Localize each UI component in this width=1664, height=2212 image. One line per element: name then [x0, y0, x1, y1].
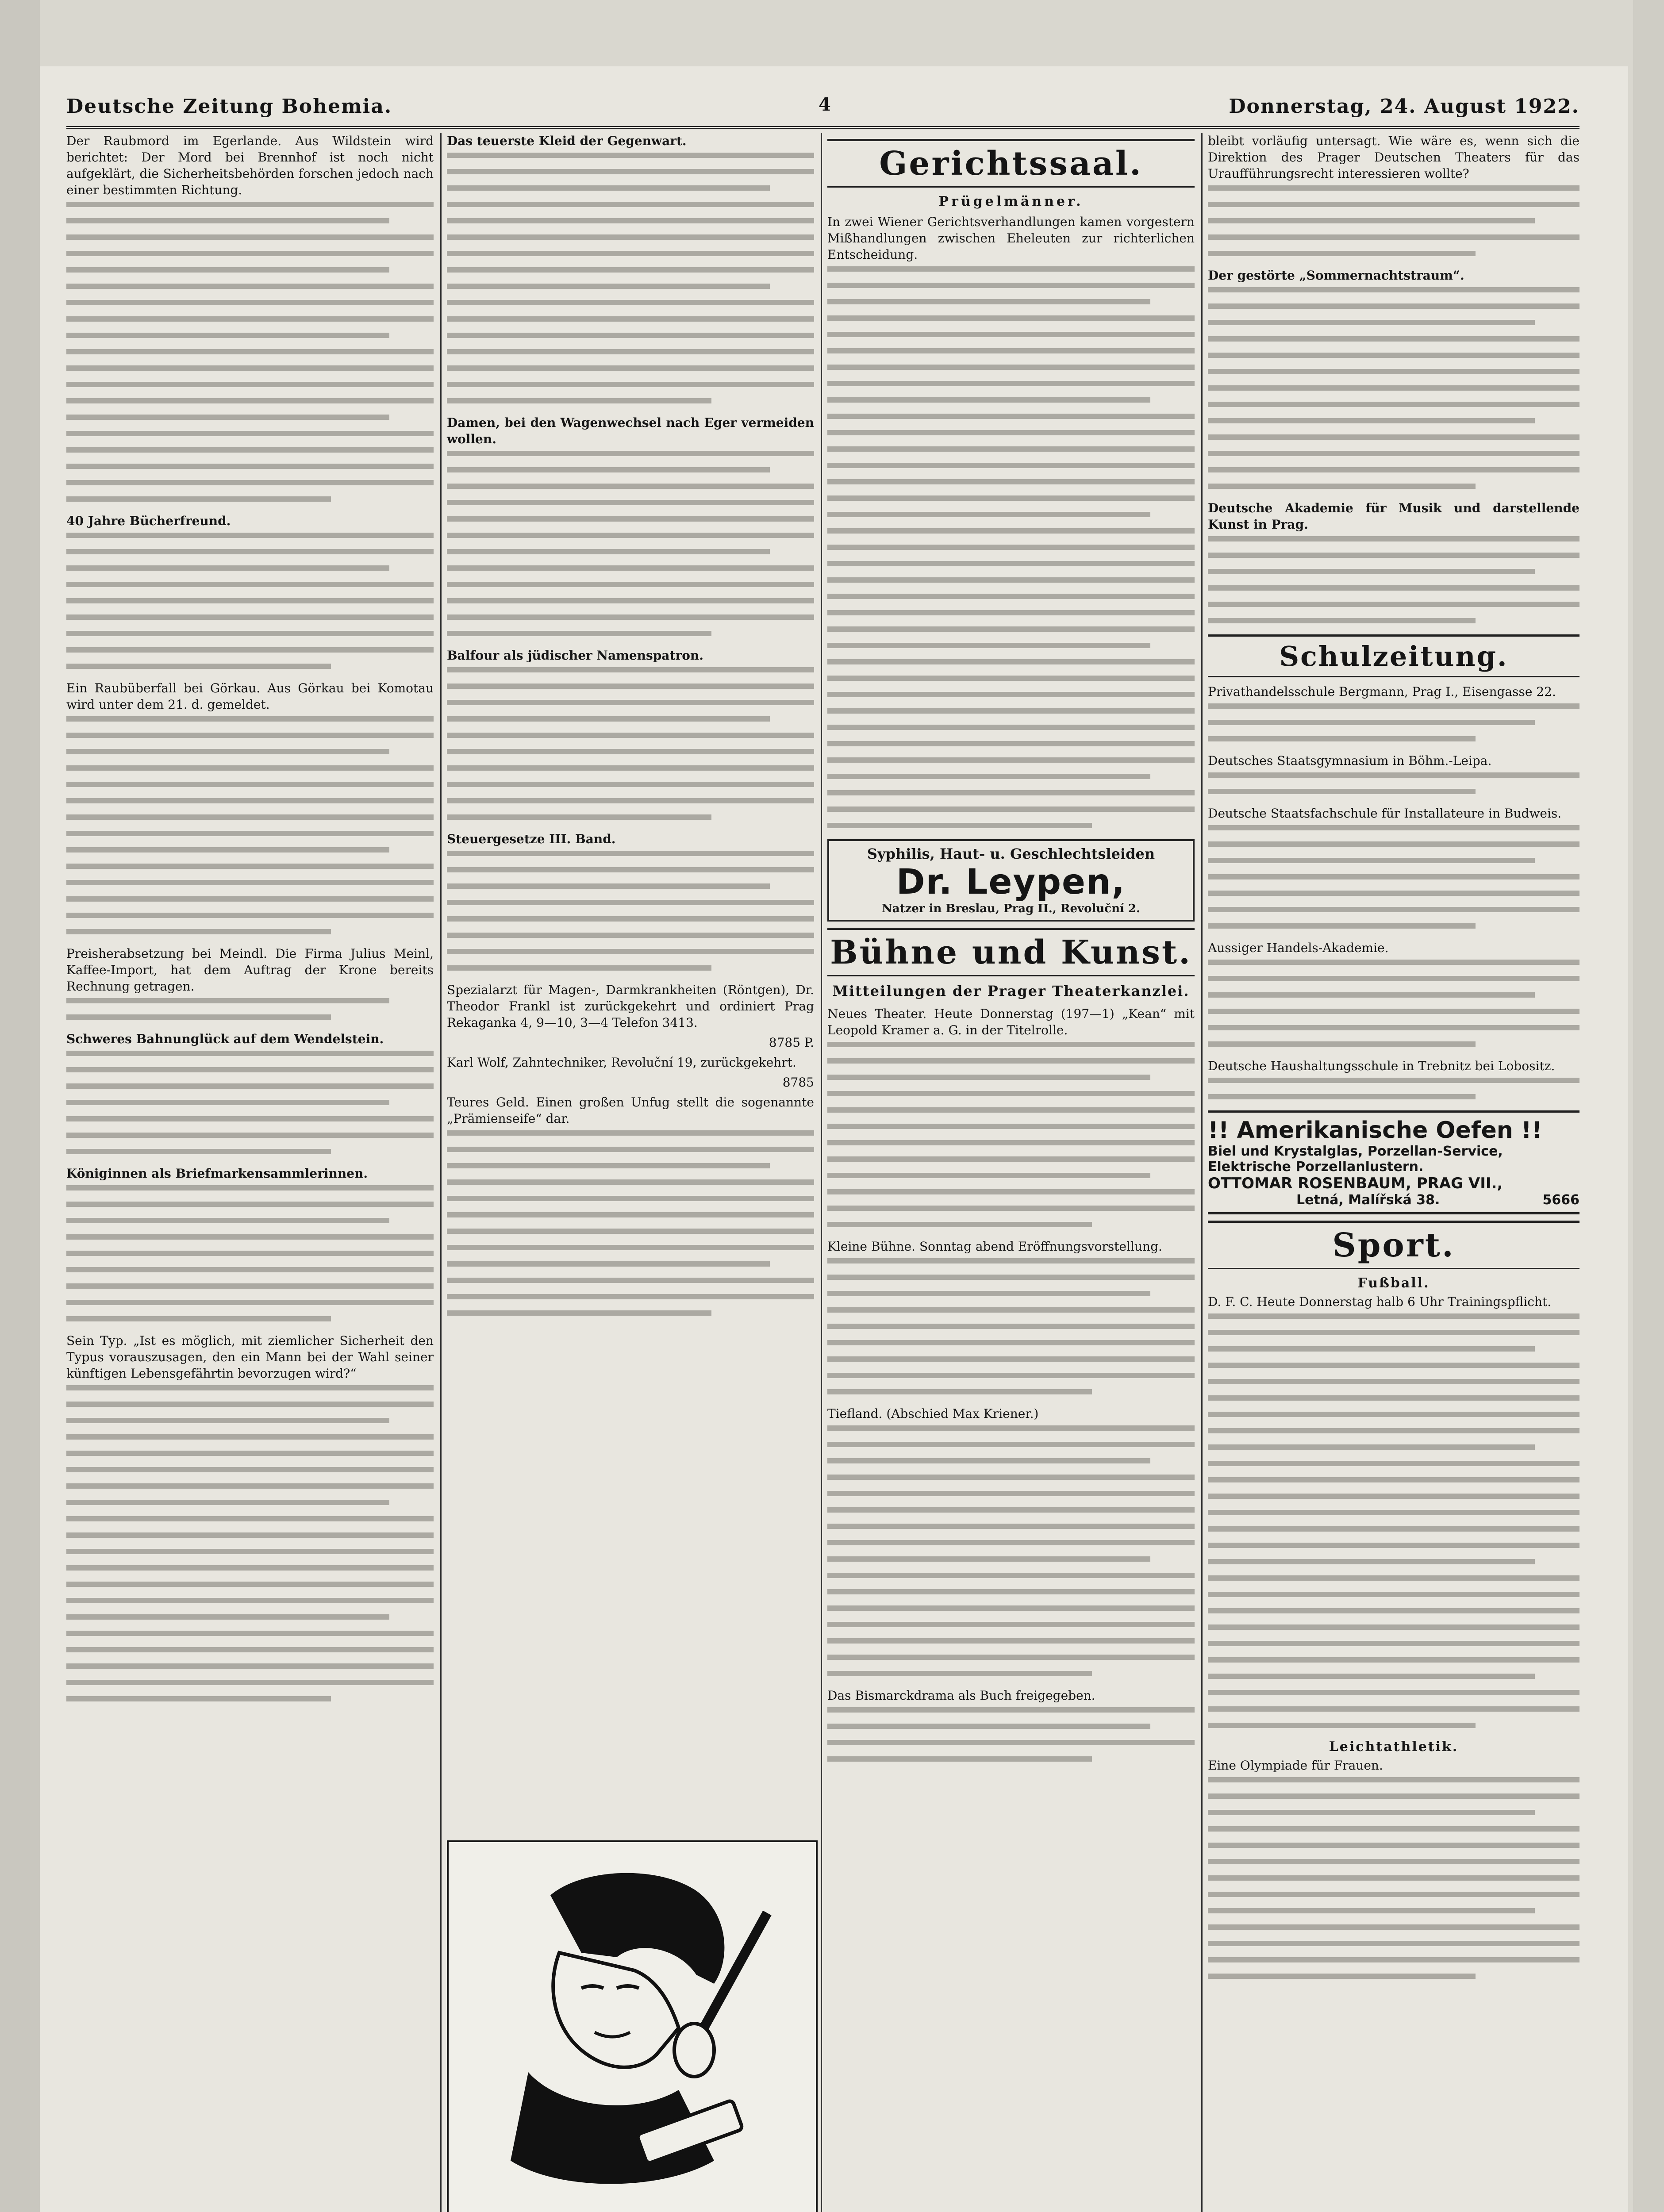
column-rule — [821, 133, 822, 2212]
text-block — [66, 1385, 434, 1701]
article-bergmann: Privathandelsschule Bergmann, Prag I., Eisengasse 22. — [1208, 684, 1556, 699]
article-teuerstes-kleid: Das teuerste Kleid der Gegenwart. — [447, 134, 687, 148]
text-block — [447, 451, 814, 636]
ad-rosenbaum-line2: OTTOMAR ROSENBAUM, PRAG VII., — [1208, 1175, 1503, 1192]
subtitle-theaterkanzlei: Mitteilungen der Prager Theaterkanzlei. — [832, 983, 1190, 999]
article-budweis: Deutsche Staatsfachschule für Installateure in Budweis. — [1208, 806, 1562, 821]
text-block — [1208, 772, 1579, 794]
article-wagenwechsel: Damen, bei den Wagenwechsel nach Eger vermeiden wollen. — [447, 415, 814, 446]
text-block — [1208, 1777, 1579, 1979]
article-raubmord: Der Raubmord im Egerlande. Aus Wildstein wird berichtet: Der Mord bei Brennhof ist noch nicht aufgeklärt, die Sicherheitsbehörden forschen jedoch nach einer bestimmten Richtung. — [66, 134, 434, 197]
text-block — [1208, 1313, 1579, 1728]
article-dfc: D. F. C. Heute Donnerstag halb 6 Uhr Trainingspflicht. — [1208, 1294, 1552, 1309]
article-steuergesetze: Steuergesetze III. Band. — [447, 832, 616, 846]
article-theater-cont: bleibt vorläufig untersagt. Wie wäre es, wenn sich die Direktion des Prager Deutschen Theaters für das Uraufführungsrecht interessieren wollte? — [1208, 134, 1579, 181]
ad-rosenbaum-line1: Biel und Krystalglas, Porzellan-Service, Elektrische Porzellanlustern. — [1208, 1144, 1503, 1175]
section-title-sport: Sport. — [1208, 1221, 1579, 1269]
text-block — [1208, 287, 1579, 489]
ad-rosenbaum-line3: Letná, Malířská 38. — [1296, 1192, 1440, 1208]
text-block — [66, 1051, 434, 1154]
paper-name: Deutsche Zeitung Bohemia. — [66, 95, 392, 118]
article-aussig: Aussiger Handels-Akademie. — [1208, 941, 1389, 955]
ad-rosenbaum — [1208, 1110, 1579, 1214]
issue-date: Donnerstag, 24. August 1922. — [1229, 95, 1579, 118]
text-block — [827, 1707, 1195, 1762]
article-wendelstein: Schweres Bahnunglück auf dem Wendelstein. — [66, 1032, 384, 1046]
text-block — [827, 1258, 1195, 1394]
column-2 — [447, 133, 814, 1327]
ad-leypen — [827, 839, 1195, 922]
article-tiefland: Tiefland. (Abschied Max Kriener.) — [827, 1406, 1039, 1421]
text-block — [1208, 960, 1579, 1047]
article-kleine-buehne: Kleine Bühne. Sonntag abend Eröffnungsvorstellung. — [827, 1239, 1162, 1254]
scan-edge-right — [1633, 0, 1664, 2212]
article-sommernachtstraum: Der gestörte „Sommernachtstraum“. — [1208, 268, 1464, 283]
ad-leypen-name: Dr. Leypen, — [896, 862, 1126, 902]
article-olympiade: Eine Olympiade für Frauen. — [1208, 1758, 1383, 1773]
text-block — [827, 1042, 1195, 1227]
article-bismarckdrama: Das Bismarckdrama als Buch freigegeben. — [827, 1688, 1095, 1703]
ad-rosenbaum-number: 5666 — [1542, 1192, 1579, 1208]
section-title-gerichtssaal: Gerichtssaal. — [827, 139, 1195, 188]
article-goerkau: Ein Raubüberfall bei Görkau. Aus Görkau bei Komotau wird unter dem 21. d. gemeldet. — [66, 681, 434, 712]
text-block — [66, 716, 434, 934]
ad-frankl: Spezialarzt für Magen-, Darmkrankheiten (Röntgen), Dr. Theodor Frankl ist zurückgekehrt und ordiniert Prag Rekaganka 4, 9—10, 3—4 Telefon 3413. — [447, 983, 814, 1030]
subtitle-fussball: Fußball. — [1357, 1275, 1430, 1291]
ad-rosenbaum-title: !! Amerikanische Oefen !! — [1208, 1117, 1542, 1144]
article-meindl: Preisherabsetzung bei Meindl. Die Firma Julius Meinl, Kaffee-Import, hat dem Auftrag der Krone bereits Rechnung getragen. — [66, 946, 434, 994]
scan-edge-left — [0, 0, 40, 2212]
ad-leypen-heading: Syphilis, Haut- u. Geschlechtsleiden — [867, 845, 1155, 862]
article-koeniginnen: Königinnen als Briefmarkensammlerinnen. — [66, 1166, 368, 1181]
article-gericht: In zwei Wiener Gerichtsverhandlungen kamen vorgestern Mißhandlungen zwischen Eheleuten zur richterlichen Entscheidung. — [827, 215, 1195, 262]
text-block — [447, 667, 814, 820]
article-balfour: Balfour als jüdischer Namenspatron. — [447, 648, 703, 663]
text-block — [447, 1130, 814, 1316]
text-block — [827, 1425, 1195, 1676]
advertisement-illustration — [449, 1842, 816, 2209]
pixavon-advertisement — [447, 1840, 818, 2212]
text-block — [1208, 825, 1579, 929]
column-rule — [440, 133, 442, 2212]
section-title-buehne: Bühne und Kunst. — [827, 928, 1195, 976]
article-buecherfreund: 40 Jahre Bücherfreund. — [66, 514, 231, 528]
text-block — [827, 266, 1195, 828]
column-1 — [66, 133, 434, 1713]
column-3 — [827, 133, 1195, 1773]
article-gymnasium: Deutsches Staatsgymnasium in Böhm.-Leipa. — [1208, 753, 1492, 768]
column-4 — [1208, 133, 1579, 1990]
subtitle-leichtathletik: Leichtathletik. — [1329, 1739, 1459, 1755]
text-block — [66, 533, 434, 669]
ad-wolf-number: 8785 — [782, 1075, 814, 1090]
text-block — [447, 851, 814, 971]
article-akademie: Deutsche Akademie für Musik und darstellende Kunst in Prag. — [1208, 501, 1579, 532]
column-rule — [1201, 133, 1203, 2212]
ad-frankl-number: 8785 P. — [769, 1035, 814, 1050]
subtitle-pruegelmaenner: Prügelmänner. — [938, 194, 1084, 209]
section-title-schulzeitung: Schulzeitung. — [1208, 634, 1579, 677]
text-block — [66, 1185, 434, 1321]
text-block — [1208, 703, 1579, 741]
ad-wolf: Karl Wolf, Zahntechniker, Revoluční 19, zurückgekehrt. — [447, 1055, 796, 1070]
text-block — [1208, 1078, 1579, 1099]
article-teures-geld: Teures Geld. Einen großen Unfug stellt die sogenannte „Prämienseife“ dar. — [447, 1095, 814, 1126]
article-trebnitz: Deutsche Haushaltungsschule in Trebnitz bei Lobositz. — [1208, 1059, 1555, 1073]
text-block — [1208, 536, 1579, 623]
page-number: 4 — [819, 94, 831, 115]
text-block — [66, 998, 434, 1020]
text-block — [66, 202, 434, 502]
text-block — [447, 153, 814, 403]
text-block — [1208, 185, 1579, 256]
page-header — [66, 91, 1579, 129]
article-neues-theater: Neues Theater. Heute Donnerstag (197—1) „Kean“ mit Leopold Kramer a. G. in der Titelrolle. — [827, 1006, 1195, 1037]
article-sein-typ: Sein Typ. „Ist es möglich, mit ziemlicher Sicherheit den Typus vorauszusagen, den ein Mann bei der Wahl seiner künftigen Lebensgefährtin bevorzugen wird?“ — [66, 1333, 434, 1381]
ad-leypen-address: Natzer in Breslau, Prag II., Revoluční 2. — [881, 902, 1141, 915]
